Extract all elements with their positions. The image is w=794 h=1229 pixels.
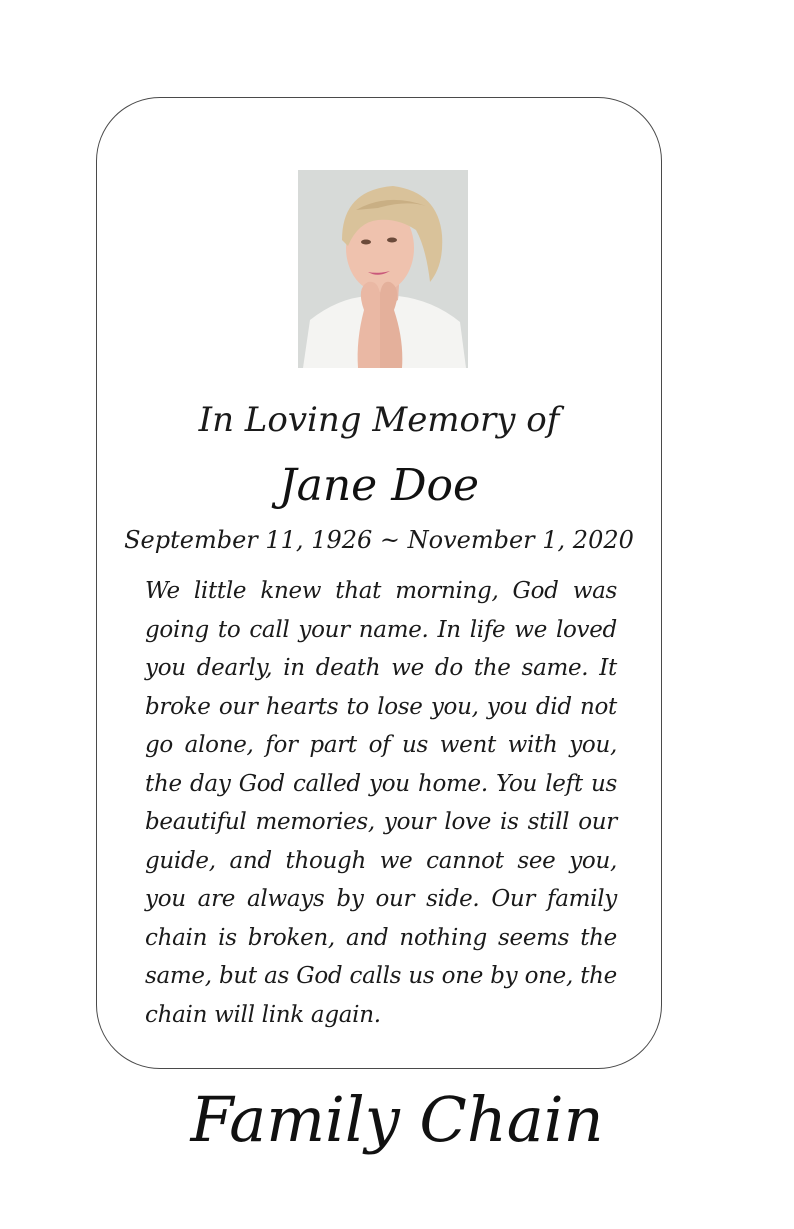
memorial-poem: We little knew that morning, God was going to call your name. In life we loved you dearly, in death we do the same. It broke our hearts to lose you, you did not go alone, for part of us went with you, the day God called you home. You left us beautiful memories, your love is still our guide, and though we cannot see you, you are always by our side. Our family chain is broken, and nothing seems the same, but as God calls us one by one, the chain will link again. <box>145 578 617 1028</box>
memorial-card <box>96 97 662 1069</box>
deceased-name: Jane Doe <box>278 460 480 511</box>
life-dates: September 11, 1926 ~ November 1, 2020 <box>124 526 634 554</box>
poem-title: Family Chain <box>190 1083 604 1156</box>
memorial-intro: In Loving Memory of <box>198 400 560 440</box>
portrait-photo <box>298 170 468 368</box>
